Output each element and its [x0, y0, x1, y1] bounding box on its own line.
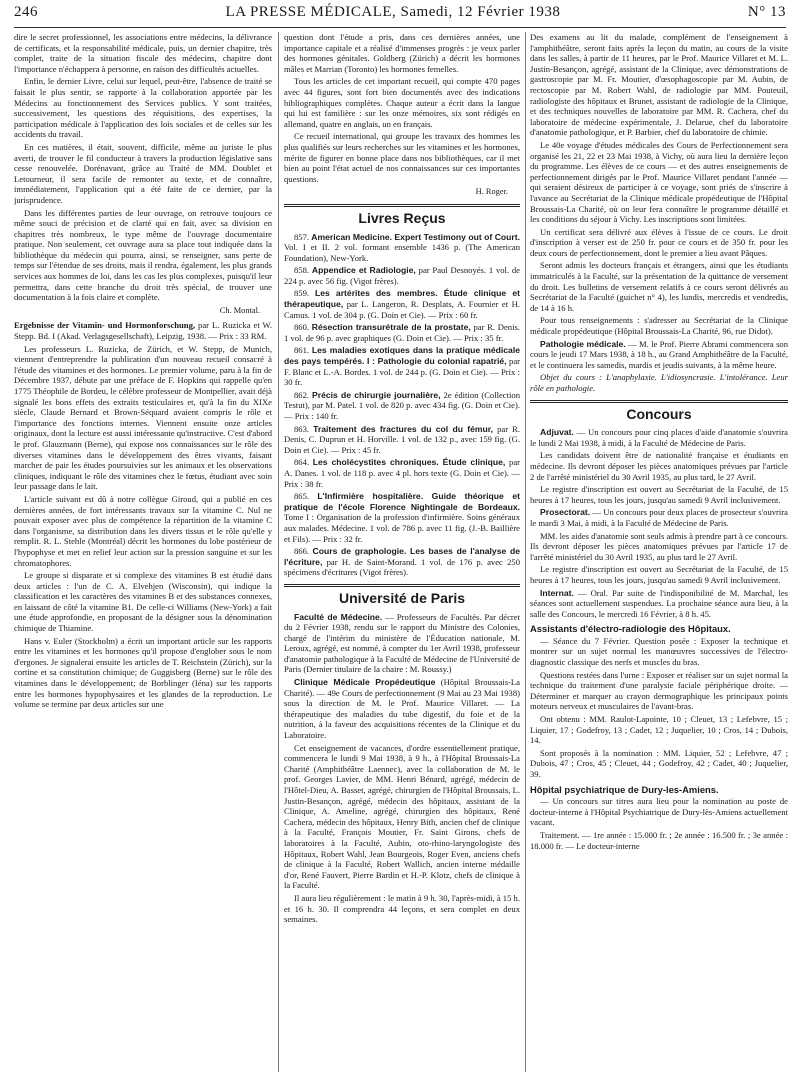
- book-number: 863.: [294, 423, 310, 434]
- book-number: 857.: [294, 231, 310, 242]
- page-number: 246: [14, 4, 38, 20]
- book-entry: [284, 232, 520, 264]
- book-details: par H. de Saint-Morand. 1 vol. de 176 p. avec 250 spécimens d'écritures (Vigot frères).: [284, 556, 520, 578]
- paragraph: Tous les articles de cet important recueil, qui compte 470 pages avec 44 figures, sont fort bien documentés avec des indications bibliographiques complètes. Chaque auteur a écrit dans la langue qui lui est familière : sur les onze mémoires, six sont rédigés en allemand, quatre en anglais, un en français.: [284, 76, 520, 129]
- book-entry: [284, 390, 520, 422]
- book-number: 866.: [294, 546, 310, 557]
- journal-title: LA PRESSE MÉDICALE, Samedi, 12 Février 1938: [225, 4, 561, 20]
- book-title: Précis de chirurgie journalière,: [312, 389, 441, 400]
- assistants-title: Assistants d'électro-radiologie des Hôpitaux.: [530, 623, 731, 635]
- book-number: 862.: [294, 389, 310, 400]
- page-header: [14, 4, 786, 26]
- books-list: [284, 232, 520, 578]
- book-title: Les artérites des membres. Étude clinique et thérapeutique,: [284, 288, 520, 310]
- review-signature: Ch. Montal.: [219, 305, 260, 315]
- paragraph: Des examens au lit du malade, complément de l'enseignement à l'amphithéâtre, seront faits après la leçon du matin, au cours de la visite dans les salles, à partir de 11 heures, par le Prof. Maurice Villaret et M. L. Justin-Besançon, agrégé, assistant de la Clinique, avec démonstrations de gastroscopie par M. Fr. Moutier, d'œsophagoscopie par M. Aubin, de rectoscopie par M. Robert Wahl, de radiologie par MM. Pouteuil, radiologiste des hôpitaux et Brunet, assistant de radiologie de la Clinique, et des techniques nouvelles de laboratoire par MM. R. Cachera, chef du laboratoire de médecine expérimentale, J. Delarue, chef du laboratoire d'anatomie pathologique, et P. Barbier, chef du laboratoire de chimie.: [530, 32, 788, 138]
- column-2: [284, 32, 520, 1077]
- book-entry: [284, 345, 520, 387]
- book-details: par R. Denis, C. Duprun et H. Horville. 1 vol. de 132 p., avec 159 fig. (G. Doin et Cie). — Prix : 45 fr.: [284, 423, 520, 455]
- book-details: Tome I : Organisation de la profession d'infirmière. Soins généraux aux malades. Médecine. 1 vol. de 786 p. avec 11 fig. (J.-B. Baillière et Fils). — Prix : 32 fr.: [284, 512, 520, 544]
- paragraph: Dans les différentes parties de leur ouvrage, on retrouve toujours ce même souci de précision et de clarté qui en fait, avec sa division en chapitres très nombreux, le type même de l'ouvrage documentaire pratique. Non seulement, cet ouvrage aura sa place tout indiquée dans la bibliothèque du médecin qui pourra, ainsi, se renseigner, sans perte de temps sur l'étendue de ses droits, mais il rendra, également, les plus grands services aux hommes de loi, dans les cas les plus complexes, puisqu'il leur permettra, dans cette branche du droit très spécial, de trouver une documentation à la fois claire et complète.: [14, 207, 272, 303]
- paragraph: Cet enseignement de vacances, d'ordre essentiellement pratique, commencera le lundi 9 Mai 1938, à 9 h., à l'Hôpital Broussais-La Charité (Amphithéâtre Laennec), avec la collaboration de M. le prof. Georges Lavier, de MM. Henri Bénard, agrégé, médecin de l'Hôtel-Dieu, A. Basset, agrégé, chirurgien de l'Hôpital Broussais, L. Justin-Besançon, agrégé, médecin des hôpitaux, assistant de la Clinique, A. Ameline, agrégé, chirurgien des hôpitaux, René Cachera, médecin des hôpitaux, Henry Bith, ancien chef de clinique à la Faculté, François Moutier, Fr. Saint Girons, chefs de laboratoires à la Faculté, Aubin, oto-rhino-laryngologiste des Hôpitaux, Robert Wahl, Jean Bourgeois, Roger Even, anciens chefs de clinique à la Faculté, Robert Wallich, ancien interne médaille d'or, René Fauvert, Pierre Bardin et H.-P. Klotz, chefs de clinique à la Faculté.: [284, 742, 520, 891]
- entry-title: Faculté de Médecine.: [294, 611, 383, 622]
- book-title: Ergebnisse der Vitamin- und Hormonforschung,: [14, 320, 196, 331]
- book-details: par L. Ruzicka et W. Stepp. Bd. I (Akad. Verlagsgesellschaft), Leipzig, 1938. — Prix : 33 RM.: [14, 320, 272, 342]
- paragraph: MM. les aides d'anatomie sont seuls admis à prendre part à ce concours. Ils devront déposer les pièces anatomiques prévues par l'article 17 de l'arrêté ministériel du 30 Avril 1935, au plus tard le 27 Avril.: [530, 530, 788, 562]
- paragraph: L'article suivant est dû à notre collègue Giroud, qui a publié en ces dernières années, de fort intéressants travaux sur la vitamine C. Nul ne pouvait exposer avec plus de compétence la répartition de la vitamine C dans l'organisme, sa distribution dans les divers tissus et le rôle qu'elle y remplit. R. L. Stehle (Montréal) décrit les hormones du lobe postérieur de l'hypophyse et met en relief leur action sur la pression sanguine et sur les chromatophores.: [14, 493, 272, 568]
- paragraph: Ce recueil international, qui groupe les travaux des hommes les plus qualifiés sur leurs recherches sur les vitamines et les hormones, mérite de figurer en bonne place dans nos bibliothèques, car il met bien au point l'état actuel de nos connaissances sur ces importantes questions.: [284, 131, 520, 184]
- book-title: Les cholécystites chroniques. Étude clinique,: [312, 457, 506, 468]
- paragraph: Il aura lieu régulièrement : le matin à 9 h. 30, l'après-midi, à 15 h. et 16 h. 30. Il comprendra 44 leçons, et sera complet en deux semaines.: [284, 892, 520, 925]
- book-number: 865.: [294, 491, 310, 502]
- paragraph: Le registre d'inscription est ouvert au Secrétariat de la Faculté, de 15 heures à 17 heures, tous les jours, jusqu'au samedi 9 Avril inclusivement.: [530, 484, 788, 505]
- section-title-universite: Université de Paris: [284, 584, 520, 606]
- column-3: [530, 32, 788, 1077]
- book-details: Vol. I et II. 2 vol. formant ensemble 1436 p. (The American Foundation), New-York.: [284, 242, 520, 263]
- column-1: [14, 32, 272, 1077]
- paragraph: — Un concours sur titres aura lieu pour la nomination au poste de docteur-interne à l'Hôpital Psychiatrique de Dury-lès-Amiens actuellement vacant.: [530, 796, 788, 828]
- entry-text: — Un concours pour cinq places d'aide d'anatomie s'ouvrira le lundi 2 Mai 1938, à midi, à la Faculté de Médecine de Paris.: [530, 427, 788, 448]
- book-entry: [284, 265, 520, 286]
- book-details: par R. Denis. 1 vol. de 96 p. avec graphiques (G. Doin et Cie). — Prix : 35 fr.: [284, 322, 520, 343]
- paragraph: En ces matières, il était, souvent, difficile, même au juriste le plus averti, de trouver le fil conducteur à travers la production législative sans cesse renouvelée. Dorénavant, grâce au Traité de MM. Doublet et Letourneur, il sera facile de remonter au texte, et de connaître, immédiatement, l'application qui a été faite de ce dernier, par la jurisprudence.: [14, 141, 272, 205]
- entry-title: Prosectorat.: [540, 507, 591, 518]
- entry-text: — Un concours pour deux places de prosecteur s'ouvrira le mardi 3 Mai, à midi, à la Faculté de Médecine de Paris.: [530, 507, 788, 528]
- book-title: Résection transurétrale de la prostate,: [311, 322, 471, 333]
- book-number: 858.: [294, 265, 310, 276]
- book-title: American Medicine. Expert Testimony out of Court.: [311, 231, 520, 242]
- book-title: Appendice et Radiologie,: [311, 265, 416, 276]
- book-number: 860.: [294, 322, 310, 333]
- paragraph: Ont obtenu : MM. Raulot-Lapointe, 10 ; Cleuet, 13 ; Lefebvre, 15 ; Liquier, 17 ; Godefroy, 13 ; Cadet, 12 ; Juquelier, 10 ; Cros, 14 ; Dubois, 14.: [530, 714, 788, 746]
- hopital-title: Hôpital psychiatrique de Dury-les-Amiens.: [530, 783, 719, 795]
- paragraph: Les professeurs L. Ruzicka, de Zürich, et W. Stepp, de Munich, viennent d'entreprendre la publication d'un nouveau recueil consacré à l'étude des vitamines et des hormones. Le premier volume, paru à la fin de Décembre 1937, débute par une préface de F. Hopkins qui rappelle qu'en 1775 Théophile de Bordeu, le célèbre professeur de Montpellier, avait déjà signalé les bons effets des extraits testiculaires et, qu'à la fin du XIXe siècle, Claude Bernard et Brown-Séquard avaient compris le rôle et l'importance des fonctions internes. Viennent ensuite onze articles originaux, dont la lecture est aussi intéressante qu'instructive. C'est d'abord le prof. Glauzmann (Berne), qui expose nos connaissances sur le rôle des diverses vitamines dans le développement des êtres vivants, faisant marcher de pair les études poursuivies sur les animaux et les observations cliniques, indiquant le rôle des vitamines chez le fœtus, étudiant avec soin leur passage dans le lait.: [14, 343, 272, 492]
- book-title: Traitement des fractures du col du fémur,: [313, 423, 494, 434]
- paragraph: Les candidats doivent être de nationalité française et étudiants en médecine. Ils devront déposer les pièces anatomiques prévues par l'article 2 de l'arrêté ministériel du 30 Avril 1935, au plus tard, le 27 Avril.: [530, 450, 788, 482]
- book-entry: [284, 491, 520, 544]
- internat-entry: [530, 588, 788, 620]
- paragraph: Le groupe si disparate et si complexe des vitamines B est étudié dans deux articles : l'un de C. A. Elvehjen (Wisconsin), qui indique la classification et les caractères des vitamines B et des substances connexes, en laissant de côté la vitamine B1. De celle-ci Williams (New-York) a fait une étude approfondie, en proposant de la désigner sous la dénomination chimique de Thiamine.: [14, 570, 272, 634]
- review-signature: H. Roger.: [475, 187, 508, 197]
- entry-text: (Hôpital Broussais-La Charité). — 49e Cours de perfectionnement (9 Mai au 23 Mai 1938) sous la direction de M. le Prof. Maurice Villaret. — La thérapeutique des maladies du tube digestif, du foie et de la nutrition, à la faveur des acquisitions récentes de la Clinique et du Laboratoire.: [284, 677, 520, 741]
- paragraph: Hans v. Euler (Stockholm) a écrit un important article sur les rapports entre les vitamines et les hormones qu'il propose d'englober sous le nom d'ergones. Je signalerai ensuite les articles de T. Reichstein (Zürich), sur la cortine et sa constitution chimique; de Guggisberg (Berne) sur le rôle des vitamines dans le développement; de Borblinger (Iéna) sur les rapports entre les hormones hypophysaires et les glandes de la reproduction. Le volume se termine par deux articles sur une: [14, 635, 272, 710]
- book-entry: [284, 424, 520, 456]
- entry-title: Internat.: [540, 587, 574, 598]
- book-title: Cours de graphologie. Les bases de l'analyse de l'écriture,: [284, 546, 520, 567]
- book-details: par F. Blanc et L.-A. Bordes. 1 vol. de 244 p. (G. Doin et Cie). — Prix : 30 fr.: [284, 356, 520, 388]
- paragraph: Enfin, le dernier Livre, celui sur lequel, peut-être, l'absence de traité se faisait le plus sentir, se rapporte à la collaboration apportée par les Médecins au fonctionnement des Services publics. Y sont traitées, successivement, les questions des réquisitions, des expertises, la participation médicale à l'application des lois sociales et de celles sur les accidents du travail.: [14, 76, 272, 140]
- paragraph: Sont proposés à la nomination : MM. Liquier, 52 ; Lefebvre, 47 ; Dubois, 47 ; Cros, 45 ; Cleuet, 44 ; Godefroy, 42 ; Cadet, 40 ; Juquelier, 39.: [530, 747, 788, 779]
- entry-text: — M. le Prof. Pierre Abrami commencera son cours le jeudi 17 Mars 1938, à 18 h., au Grand Amphithéâtre de la Faculté, et le continuera les samedis, mardis et jeudis suivants, à la même heure.: [530, 338, 788, 370]
- entry-text: — Professeurs de Facultés. Par décret du 2 Février 1938, rendu sur le rapport du Ministre des Colonies, chargé de l'intérim du ministère de l'Éducation nationale, M. Leroux, agrégé, est nommé, à compter du 1er Avril 1938, professeur d'anatomie pathologique à la Faculté de Médecine de l'Université de Paris (Dernier titulaire de la chaire : M. Roussy.): [284, 611, 520, 675]
- entry-title: Clinique Médicale Propédeutique: [294, 677, 436, 688]
- book-details: par A. Danes. 1 vol. de 118 p. avec 4 pl. hors texte (G. Doin et Cie). — Prix : 38 fr.: [284, 457, 520, 489]
- pathologie-entry: [530, 339, 788, 371]
- faculte-entry: [284, 612, 520, 676]
- book-entry: [284, 546, 520, 578]
- paragraph: question dont l'étude a pris, dans ces dernières années, une importance capitale et a réalisé d'immenses progrès : je veux parler des hormones génitales. Goldberg (Zürich) a décrit les hormones mâles et Marrian (Toronto) les hormones femelles.: [284, 32, 520, 74]
- book-number: 864.: [294, 457, 310, 468]
- adjuvat-entry: [530, 427, 788, 448]
- paragraph: Le 40e voyage d'études médicales des Cours de Perfectionnement sera organisé les 21, 22 et 23 Mai 1938, à Vichy, où aura lieu la dernière leçon du programme. Les élèves de ce cours — et des autres enseignements de perfectionnement dirigés par le Prof. Maurice Villaret pendant l'année — qui seraient désireux de participer à ce voyage, sont priés de s'inscrire à l'avance au Secrétariat de la Clinique médicale propédeutique de l'Hôpital Broussais-La Charité, où on leur fera connaître le programme détaillé et les conditions du séjour à Vichy. Les inscriptions sont limitées.: [530, 139, 788, 225]
- entry-title: Pathologie médicale.: [540, 338, 626, 349]
- paragraph: Traitement. — 1re année : 15.000 fr. ; 2e année : 16.500 fr. ; 3e année : 18.000 fr. — Le docteur-interne: [530, 829, 788, 851]
- paragraph: dire le secret professionnel, les associations entre médecins, la délivrance de certificats, et la responsabilité médicale, puis, un dernier chapitre, très complet, traite de la situation fiscale des médecins, chapitre dont l'importance n'échappera à personne, en raison des difficultés actuelles.: [14, 32, 272, 74]
- paragraph: Seront admis les docteurs français et étrangers, ainsi que les étudiants immatriculés à la Faculté, sur la présentation de la quittance de versement du droit. Les bulletins de versement relatifs à ce cours seront délivrés au Secrétariat de la Faculté (guichet n° 4), les lundis, mercredis et vendredis, de 14 à 16 h.: [530, 260, 788, 313]
- entry-text: — Oral. Par suite de l'indisponibilité de M. Marchal, les séances sont actuellement suspendues. La prochaine séance aura lieu, à la salle des Concours, le mercredi 16 Février, à 8 h. 45.: [530, 587, 788, 619]
- book-title: L'Infirmière hospitalière. Guide théorique et pratique de l'école Florence Nightingale de Bordeaux.: [284, 491, 520, 512]
- section-title-livres-recus: Livres Reçus: [284, 204, 520, 226]
- paragraph: Objet du cours : L'anaphylaxie. L'idiosyncrasie. L'intolérance. Leur rôle en pathologie.: [530, 372, 788, 393]
- clinique-entry: [284, 677, 520, 741]
- paragraph: — Séance du 7 Février. Question posée : Exposer la technique et montrer sur un sujet normal les manœuvres successives de l'électro-diagnostic classique des nerfs et muscles du bras.: [530, 635, 788, 668]
- column-divider: [278, 32, 279, 1072]
- paragraph: Un certificat sera délivré aux élèves à l'issue de ce cours. Le droit d'inscription à verser est de 250 fr. pour ce cours et de 350 fr. pour les deux cours de perfectionnement, dont le premier a lieu avant Pâques.: [530, 226, 788, 258]
- header-rule: [14, 27, 786, 28]
- issue-number: N° 13: [747, 4, 786, 20]
- paragraph: Le registre d'inscription est ouvert au Secrétariat de la Faculté, de 15 heures à 17 heures, tous les jours, jusqu'au samedi 9 Avril inclusivement.: [530, 564, 788, 585]
- entry-title: Adjuvat.: [540, 427, 574, 438]
- book-entry: [284, 288, 520, 320]
- book-title: Les maladies exotiques dans la pratique médicale des pays tempérés. I : Pathologie du colonial rapatrié,: [284, 345, 520, 367]
- book-details: par Paul Desnoyés. 1 vol. de 224 p. avec 56 fig. (Vigot frères).: [284, 265, 520, 286]
- prosectorat-entry: [530, 507, 788, 528]
- book-details: 2e édition (Collection Testut), par M. Patel. 1 vol. de 820 p. avec 434 fig. (G. Doin et Cie). — Prix : 140 fr.: [284, 389, 520, 421]
- book-entry: [284, 322, 520, 343]
- section-title-concours: Concours: [530, 400, 788, 422]
- book-details: par L. Langeron, R. Desplats, A. Fournier et H. Camus. 1 vol. de 304 p. (G. Doin et Cie). — Prix : 60 fr.: [284, 299, 520, 320]
- book-number: 861.: [294, 345, 310, 356]
- book-entry: [284, 457, 520, 489]
- paragraph: Questions restées dans l'urne : Exposer et réaliser sur un sujet normal la technique du traitement d'une paralysie faciale périphérique droite. — Déterminer et marquer au crayon dermographique les principaux points moteurs nerveux et musculaires de l'avant-bras.: [530, 669, 788, 712]
- book-number: 859.: [294, 288, 310, 299]
- column-divider: [525, 32, 526, 1072]
- paragraph: Pour tous renseignements : s'adresser au Secrétariat de la Clinique médicale propédeutique (Hôpital Broussais-La Charité, 96, rue Didot).: [530, 315, 788, 337]
- book-review-heading: [14, 320, 272, 341]
